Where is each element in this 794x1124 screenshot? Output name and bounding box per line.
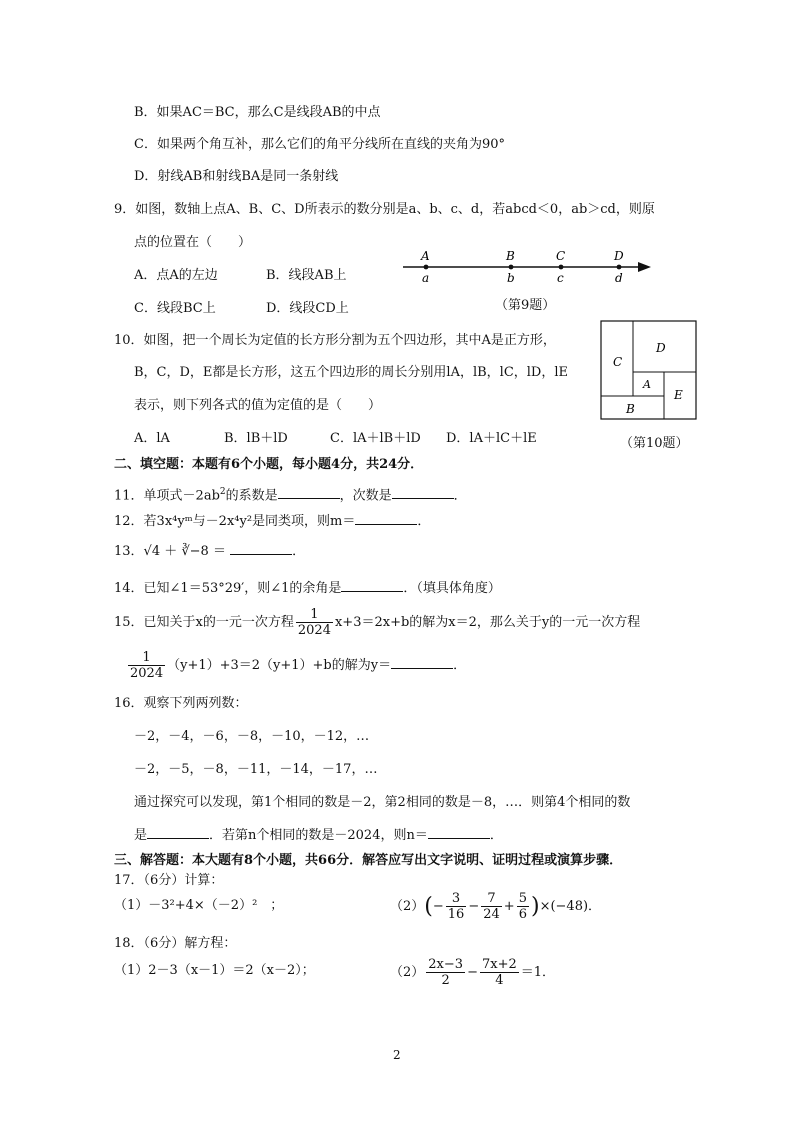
q15-line2-text: （y+1）+3＝2（y+1）+b的解为y＝ xyxy=(167,658,392,673)
q9-caption: （第9题） xyxy=(495,298,556,313)
q11-mid: 的系数是 xyxy=(225,488,278,504)
q11-blank-coefficient xyxy=(278,486,340,499)
q10-caption: （第10题） xyxy=(620,436,689,451)
svg-text:b: b xyxy=(507,271,515,285)
q12-text: 12．若3x⁴yᵐ与－2x⁴y²是同类项，则m＝ xyxy=(114,514,356,529)
q10-option-d: D．lA＋lC＋lE xyxy=(446,431,537,446)
q10-option-c: C．lA＋lB＋lD xyxy=(330,431,421,446)
region-b-label: B xyxy=(626,402,635,416)
q18-part2-end: ＝1． xyxy=(520,965,556,980)
svg-text:a: a xyxy=(422,271,430,285)
q11-pre: 11．单项式－2ab xyxy=(114,488,220,504)
q17-part2 xyxy=(390,890,601,924)
q12-blank xyxy=(355,512,417,525)
q15-fraction-1: $\frac{1}{2024}$ xyxy=(297,607,331,638)
q16-blank-1 xyxy=(147,826,209,839)
svg-text:c: c xyxy=(557,271,564,285)
q11-sup: 2 xyxy=(219,487,226,497)
region-c-label: C xyxy=(613,355,623,369)
svg-text:D: D xyxy=(614,249,624,263)
q9-stem-line1: 9．如图，数轴上点A、B、C、D所表示的数分别是a、b、c、d，若abcd＜0，ab＞cd，则原 xyxy=(114,202,655,217)
q8-option-b: B．如果AC＝BC，那么C是线段AB的中点 xyxy=(134,105,381,120)
q16-row1: －2，－4，－6，－8，－10，－12，… xyxy=(134,729,370,744)
q11-end: ． xyxy=(453,488,467,504)
q17-left-paren: ( xyxy=(424,893,433,919)
q17-fraction-2: $\frac{7}{24}$ xyxy=(483,891,500,922)
q16-line4b: ．若第n个相同的数是－2024，则n＝ xyxy=(209,828,428,843)
q16-end: ． xyxy=(489,828,503,843)
q10-stem-line2: B，C，D，E都是长方形，这五个四边形的周长分别用lA，lB，lC，lD，lE xyxy=(134,365,569,380)
q10-stem-line1: 10．如图，把一个周长为定值的长方形分割为五个四边形，其中A是正方形， xyxy=(114,333,556,348)
section-3-heading: 三、解答题：本大题有8个小题，共66分．解答应写出文字说明、证明过程或演算步骤． xyxy=(114,853,623,868)
q8-option-d: D．射线AB和射线BA是同一条射线 xyxy=(134,169,339,184)
q9-number-line-figure xyxy=(395,245,655,290)
q13-expression: √4 ＋ ∛−8 ＝ xyxy=(143,544,226,559)
q18-fraction-2: $\frac{7x+2}{4}$ xyxy=(481,957,517,988)
q18-part2 xyxy=(390,956,555,990)
q16-line4 xyxy=(134,826,503,845)
q9-stem-line2: 点的位置在（ ） xyxy=(134,235,252,250)
q16-line3: 通过探究可以发现，第1个相同的数是－2，第2相同的数是－8，…．则第4个相同的数 xyxy=(134,795,631,810)
svg-text:C: C xyxy=(556,249,566,263)
q17-plus: + xyxy=(503,899,515,914)
q11-line xyxy=(114,483,467,505)
q15-pre: 15．已知关于x的一元一次方程 xyxy=(114,615,294,630)
q18-part1: （1）2－3（x－1）＝2（x－2）； xyxy=(114,963,315,978)
page-number: 2 xyxy=(393,1048,401,1062)
q9-option-d: D．线段CD上 xyxy=(266,301,349,316)
svg-text:B: B xyxy=(506,249,515,263)
q13-num: 13． xyxy=(114,544,144,559)
q16-line4a: 是 xyxy=(134,828,148,843)
q12-line xyxy=(114,512,430,531)
q17-fraction-1: $\frac{3}{16}$ xyxy=(447,891,465,922)
number-line-arrow-icon xyxy=(638,262,651,272)
q14-line xyxy=(114,579,501,598)
q17-minus: − xyxy=(432,899,444,914)
q9-option-b: B．线段AB上 xyxy=(266,268,347,283)
q13-line xyxy=(114,542,305,561)
q13-blank xyxy=(230,542,292,555)
q17-right-paren: ) xyxy=(530,893,540,919)
q14-text: 14．已知∠1＝53°29′，则∠1的余角是 xyxy=(114,581,342,596)
q10-option-b: B．lB＋lD xyxy=(224,431,288,446)
q16-row2: －2，－5，－8，－11，－14，－17，… xyxy=(134,762,378,777)
q17-stem: 17．（6分）计算： xyxy=(114,873,224,888)
q18-stem: 18．（6分）解方程： xyxy=(114,936,237,951)
q17-part1: （1）－3²+4×（－2）² ； xyxy=(114,898,284,913)
svg-text:A: A xyxy=(421,249,430,263)
q15-fraction-2: $\frac{1}{2024}$ xyxy=(130,650,164,681)
q13-end: ． xyxy=(292,544,306,559)
q12-end: ． xyxy=(417,514,431,529)
q17-minus-2: − xyxy=(468,899,480,914)
q16-blank-2 xyxy=(428,826,490,839)
q17-fraction-3: $\frac{5}{6}$ xyxy=(518,891,527,922)
q17-part2-label: （2） xyxy=(390,899,425,914)
q9-option-c: C．线段BC上 xyxy=(134,301,216,316)
region-e-label: E xyxy=(674,388,683,402)
q8-option-c: C．如果两个角互补，那么它们的角平分线所在直线的夹角为90° xyxy=(134,137,505,152)
q10-rectangle-figure xyxy=(600,320,698,422)
q18-fraction-1: $\frac{2x-3}{2}$ xyxy=(428,957,464,988)
q10-option-a: A．lA xyxy=(134,431,170,446)
region-d-label: D xyxy=(656,341,666,355)
q14-end: ．（填具体角度） xyxy=(403,581,501,596)
q16-stem: 16．观察下列两列数： xyxy=(114,696,248,711)
q10-stem-line3: 表示，则下列各式的值为定值的是（ ） xyxy=(134,398,382,413)
outer-rectangle xyxy=(601,321,696,419)
q15-blank xyxy=(391,656,453,669)
q14-blank xyxy=(341,579,403,592)
q15-line1 xyxy=(114,607,640,638)
q15-line2 xyxy=(126,650,466,681)
q15-end: ． xyxy=(453,658,467,673)
q11-blank-degree xyxy=(392,486,454,499)
q15-mid: x+3＝2x+b的解为x＝2，那么关于y的一元一次方程 xyxy=(334,615,641,630)
q11-mid2: ，次数是 xyxy=(339,488,392,504)
section-2-heading: 二、填空题：本题有6个小题，每小题4分，共24分． xyxy=(114,457,424,472)
q18-minus: − xyxy=(467,965,478,980)
q18-part2-label: （2） xyxy=(390,965,425,980)
svg-text:d: d xyxy=(615,271,623,285)
q17-part2-end: ×(−48)． xyxy=(539,899,602,914)
q9-option-a: A．点A的左边 xyxy=(134,268,218,283)
region-a-label: A xyxy=(643,378,651,391)
